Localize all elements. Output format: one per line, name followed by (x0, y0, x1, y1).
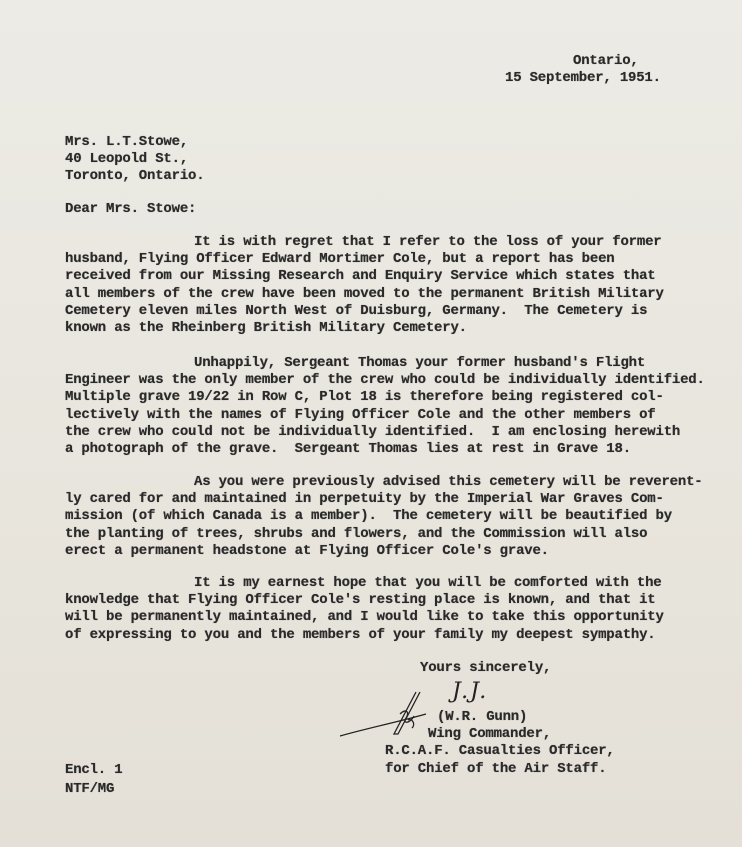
text-line: It is with regret that I refer to the loss of your former (194, 234, 662, 250)
paragraph-4 (65, 575, 664, 644)
paragraph-3 (65, 474, 703, 560)
signatory-title: R.C.A.F. Casualties Officer, (385, 743, 615, 760)
text-line: a photograph of the grave. Sergeant Thomas lies at rest in Grave 18. (65, 440, 631, 457)
text-line: Cemetery eleven miles North West of Duisburg, Germany. The Cemetery is (65, 302, 648, 319)
paragraph-1 (65, 234, 664, 337)
text-line: husband, Flying Officer Edward Mortimer Cole, but a report has been (65, 251, 615, 268)
text-line: known as the Rheinberg British Military Cemetery. (65, 319, 467, 336)
place-line: Ontario, (573, 53, 639, 69)
text-line: the crew who could not be individually identified. I am enclosing herewith (65, 423, 681, 440)
address-line: Mrs. L.T.Stowe, (65, 134, 189, 150)
text-line: knowledge that Flying Officer Cole's resting place is known, and that it (65, 592, 656, 609)
recipient-address (65, 134, 204, 186)
address-line: Toronto, Ontario. (65, 168, 205, 185)
text-line: Multiple grave 19/22 in Row C, Plot 18 is therefore being registered col- (65, 389, 664, 406)
text-line: ly cared for and maintained in perpetuity by the Imperial War Graves Com- (65, 491, 664, 508)
text-line: lectively with the names of Flying Officer Cole and the other members of (65, 406, 656, 423)
text-line: all members of the crew have been moved to the permanent British Military (65, 285, 664, 302)
text-line: It is my earnest hope that you will be comforted with the (194, 575, 662, 591)
address-line: 40 Leopold St., (65, 151, 189, 168)
signature-block (385, 709, 615, 778)
reference-initials: NTF/MG (65, 781, 115, 797)
signatory-rank: Wing Commander, (428, 726, 552, 743)
text-line: mission (of which Canada is a member). The cemetery will be beautified by (65, 508, 672, 525)
signatory-name: (W.R. Gunn) (437, 709, 528, 725)
paragraph-2 (65, 355, 705, 458)
text-line: Engineer was the only member of the crew who could be individually identified. (65, 372, 705, 389)
text-line: erect a permanent headstone at Flying Officer Cole's grave. (65, 542, 549, 559)
signature-initials: J.J. (452, 679, 489, 704)
text-line: Unhappily, Sergeant Thomas your former husband's Flight (194, 355, 646, 371)
text-line: will be permanently maintained, and I would like to take this opportunity (65, 609, 664, 626)
text-line: the planting of trees, shrubs and flowers, and the Commission will also (65, 525, 648, 542)
text-line: of expressing to you and the members of your family my deepest sympathy. (65, 626, 656, 643)
enclosure-note: Encl. 1 (65, 762, 123, 778)
signatory-for: for Chief of the Air Staff. (385, 760, 607, 777)
text-line: As you were previously advised this cemetery will be reverent- (194, 474, 703, 490)
date-line: 15 September, 1951. (505, 70, 661, 86)
salutation: Dear Mrs. Stowe: (65, 201, 197, 217)
text-line: received from our Missing Research and Enquiry Service which states that (65, 268, 656, 285)
closing: Yours sincerely, (420, 660, 552, 676)
